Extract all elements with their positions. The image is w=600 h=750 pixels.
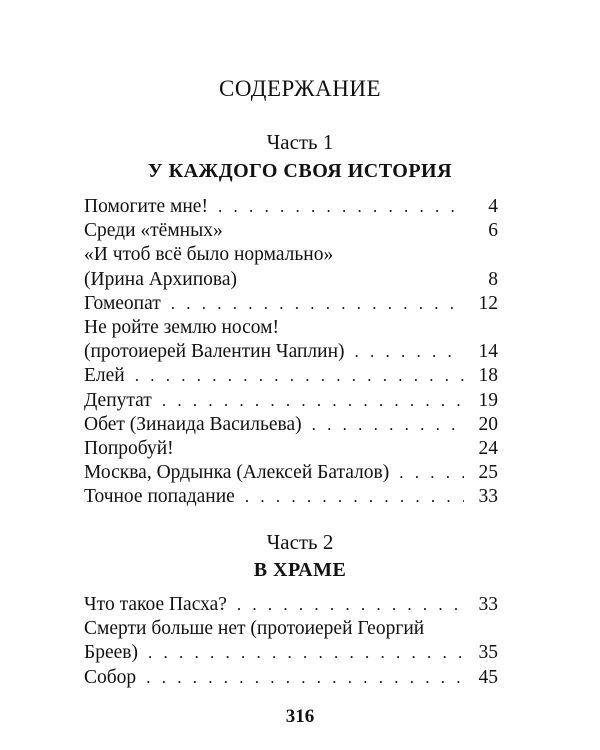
- toc-entry-title: Попробуй!: [84, 437, 174, 459]
- toc-entry-title: Что такое Пасха?: [84, 594, 227, 615]
- dot-leader: [245, 487, 464, 507]
- toc-entry-page: 25: [478, 462, 498, 484]
- toc-entry: [84, 462, 498, 486]
- dot-leader: [312, 415, 464, 435]
- toc-entry-title: Обет (Зинаида Васильева): [84, 413, 302, 435]
- toc-entry: [84, 642, 498, 666]
- toc-entry-page: 6: [488, 220, 498, 242]
- toc-entry-page: 19: [478, 389, 498, 411]
- part-2-label: Часть 2: [266, 530, 334, 554]
- toc-entry-title: Среди «тёмных»: [84, 220, 223, 242]
- part-2-title: В ХРАМЕ: [253, 559, 347, 581]
- toc-entry: [84, 486, 498, 510]
- toc-entry: [84, 594, 498, 618]
- toc-entry-page: 24: [478, 437, 498, 459]
- toc-entry-page: 33: [478, 594, 498, 615]
- toc-entry-title: Депутат: [84, 389, 152, 411]
- toc-entry-title: Елей: [84, 365, 125, 387]
- toc-entry-page: 35: [478, 642, 498, 664]
- toc-entry: [84, 269, 498, 293]
- toc-entry-title: (протоиерей Валентин Чаплин): [84, 341, 345, 363]
- dot-leader: [171, 294, 464, 314]
- toc-entry: [84, 390, 498, 414]
- toc-entry: [84, 220, 498, 244]
- toc-entry-page: 18: [478, 365, 498, 387]
- toc-entry-title: Помогите мне!: [84, 196, 208, 217]
- toc-entry-page: 8: [488, 268, 498, 290]
- toc-entry-title-line1: Не ройте землю носом!: [84, 316, 280, 338]
- toc-entry-title: Москва, Ордынка (Алексей Баталов): [84, 462, 390, 484]
- toc-entry: [84, 438, 498, 462]
- dot-leader: [146, 668, 464, 688]
- part-1-label: Часть 1: [266, 130, 334, 154]
- page-number: 316: [285, 706, 315, 727]
- toc-entry-page: 4: [488, 196, 498, 217]
- toc-entry: [84, 667, 498, 691]
- toc-entry-title: Собор: [84, 666, 137, 688]
- dot-leader: [237, 595, 464, 615]
- toc-entry: [84, 293, 498, 317]
- toc-entry-page: 33: [478, 486, 498, 508]
- toc-entry: [84, 196, 498, 220]
- dot-leader: [135, 366, 464, 386]
- part-1-title: У КАЖДОГО СВОЯ ИСТОРИЯ: [147, 160, 453, 182]
- toc-entry-title-line1: «И чтоб всё было нормально»: [84, 244, 334, 266]
- dot-leader: [218, 197, 464, 217]
- dot-leader: [162, 391, 464, 411]
- toc-entry-title: Точное попадание: [84, 486, 235, 508]
- toc-entry: [84, 365, 498, 389]
- toc-part-2: [84, 594, 498, 691]
- toc-entry-title: (Ирина Архипова): [84, 268, 238, 290]
- toc-entry-page: 20: [478, 413, 498, 435]
- toc-entry-page: 14: [478, 341, 498, 363]
- toc-entry: [84, 414, 498, 438]
- toc-entry-title: Бреев): [84, 642, 138, 664]
- dot-leader: [399, 463, 464, 483]
- dot-leader: [148, 643, 464, 663]
- dot-leader: [355, 342, 464, 362]
- toc-entry-page: 12: [478, 292, 498, 314]
- toc-entry: [84, 341, 498, 365]
- toc-entry-title: Гомеопат: [84, 292, 161, 314]
- toc-part-1: [84, 196, 498, 510]
- toc-entry-title-line1: Смерти больше нет (протоиерей Георгий: [84, 618, 425, 640]
- page-title: СОДЕРЖАНИЕ: [218, 76, 381, 101]
- toc-entry-page: 45: [478, 666, 498, 688]
